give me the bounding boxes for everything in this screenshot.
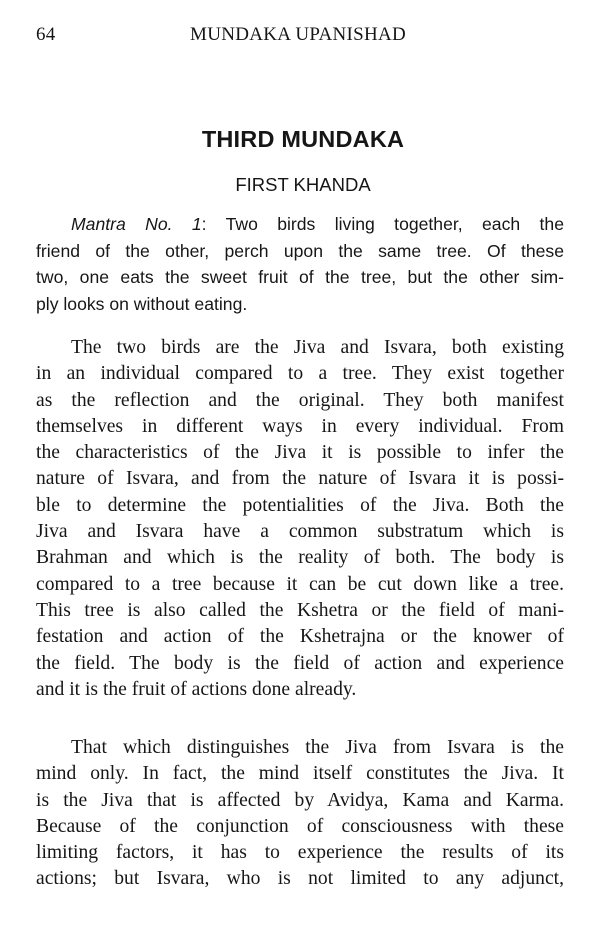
running-head [36, 24, 564, 48]
running-title: MUNDAKA UPANISHAD [190, 24, 407, 45]
paragraph-line: the characteristics of the Jiva it is possible to infer the [36, 442, 564, 464]
paragraph-line: festation and action of the Kshetrajna or the knower of [36, 626, 564, 648]
paragraph-line: ble to determine the potentialities of the Jiva. Both the [36, 494, 564, 516]
paragraph-line: themselves in different ways in every individual. From [36, 415, 564, 437]
chapter-title: THIRD MUNDAKA [201, 126, 405, 152]
paragraph-line: the field. The body is the field of action and experience [36, 652, 564, 674]
paragraph-line: This tree is also called the Kshetra or the field of mani- [36, 599, 564, 621]
mantra-line: ply looks on without eating. [36, 293, 248, 314]
paragraph-line: and it is the fruit of actions done already. [36, 678, 357, 700]
mantra-label: Mantra No. 1 [71, 214, 202, 234]
paragraph-line: The two birds are the Jiva and Isvara, both existing [71, 337, 564, 358]
paragraph-line: Brahman and which is the reality of both. The body is [36, 547, 564, 569]
commentary-paragraph [36, 735, 564, 893]
paragraph-line: That which distinguishes the Jiva from Isvara is the [71, 737, 564, 758]
commentary-paragraph [36, 335, 564, 703]
paragraph-line: actions; but Isvara, who is not limited to any adjunct, [36, 868, 564, 890]
mantra-line-text: : Two birds living together, each the [201, 214, 564, 234]
mantra-line: friend of the other, perch upon the same tree. Of these [36, 240, 564, 261]
mantra-text [36, 211, 564, 317]
paragraph-line: is the Jiva that is affected by Avidya, Kama and Karma. [36, 789, 564, 811]
paragraph-line: nature of Isvara, and from the nature of Isvara it is possi- [36, 468, 564, 490]
paragraph-line: limiting factors, it has to experience the results of its [36, 842, 564, 864]
page-number: 64 [36, 24, 56, 45]
paragraph-line: mind only. In fact, the mind itself constitutes the Jiva. It [36, 763, 564, 785]
mantra-line [36, 211, 564, 238]
paragraph-line: in an individual compared to a tree. They exist together [36, 363, 564, 385]
paragraph-line: compared to a tree because it can be cut down like a tree. [36, 573, 564, 595]
section-title: FIRST KHANDA [235, 174, 371, 195]
paragraph-line: as the reflection and the original. They both manifest [36, 389, 564, 411]
mantra-line: two, one eats the sweet fruit of the tree, but the other sim- [36, 267, 564, 288]
paragraph-line: Jiva and Isvara have a common substratum which is [36, 521, 564, 543]
paragraph-line: Because of the conjunction of consciousness with these [36, 815, 564, 837]
